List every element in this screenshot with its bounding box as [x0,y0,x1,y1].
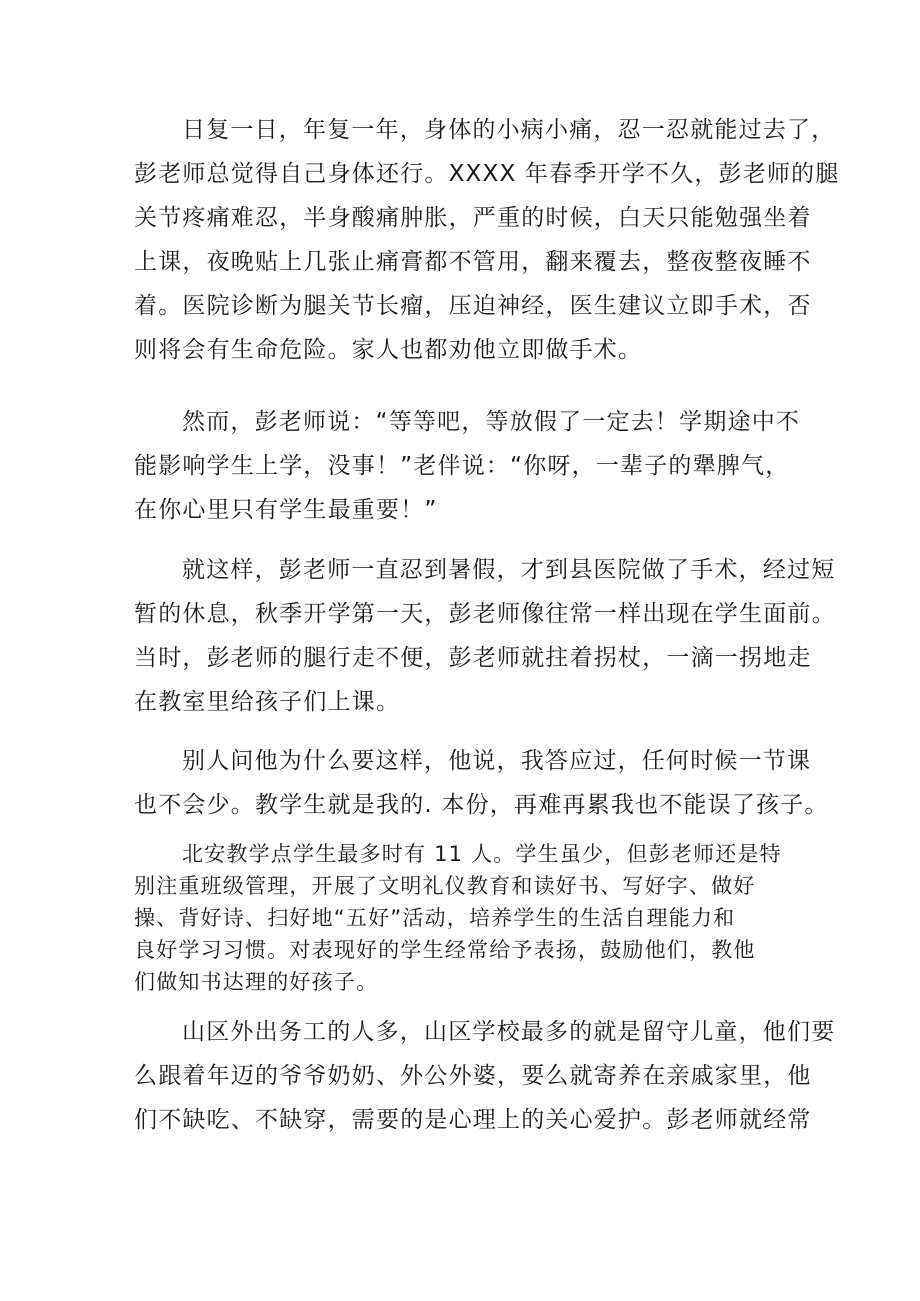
text-line: 能影响学生上学，没事！”老伴说：“你呀，一辈子的犟脾气， [134,453,790,479]
text-line: 在你心里只有学生最重要！” [134,497,438,523]
text-line: 山区外出务工的人多，山区学校最多的就是留守儿童，他们要 [182,1019,836,1045]
paragraph-4 [134,739,829,827]
text-line: 们做知书达理的好孩子。 [134,970,379,994]
text-line: 们不缺吃、不缺穿，需要的是心理上的关心爱护。彭老师就经常 [134,1107,812,1133]
text-line: 上课，夜晚贴上几张止痛膏都不管用，翻来覆去，整夜整夜睡不 [134,249,812,275]
text-line: 就这样，彭老师一直忍到暑假，才到县医院做了手术，经过短 [182,557,836,583]
text-line: 则将会有生命危险。家人也都劝他立即做手术。 [134,337,643,363]
text-line: 彭老师总觉得自己身体还行。XXXX 年春季开学不久，彭老师的腿 [134,161,840,187]
paragraph-5 [134,838,794,998]
text-line: 暂的休息，秋季开学第一天，彭老师像往常一样出现在学生面前。 [134,601,836,627]
text-line: 然而，彭老师说：“等等吧，等放假了一定去！学期途中不 [182,409,801,435]
text-line: 么跟着年迈的爷爷奶奶、外公外婆，要么就寄养在亲戚家里，他 [134,1063,812,1089]
text-line: 在教室里给孩子们上课。 [134,689,401,715]
text-line: 北安教学点学生最多时有 11 人。学生虽少，但彭老师还是特 [182,842,782,866]
text-line: 着。医院诊断为腿关节长瘤，压迫神经，医生建议立即手术，否 [134,293,812,319]
text-line: 别人问他为什么要这样，他说，我答应过，任何时候一节课 [182,748,812,774]
text-line: 别注重班级管理，开展了文明礼仪教育和读好书、写好字、做好 [134,874,756,898]
text-line: 良好学习习惯。对表现好的学生经常给予表扬，鼓励他们，教他 [134,938,756,962]
text-line: 操、背好诗、扫好地“五好”活动，培养学生的生活自理能力和 [134,906,736,930]
paragraph-6 [134,1010,836,1142]
text-line: 日复一日，年复一年，身体的小病小痛，忍一忍就能过去了， [182,117,836,143]
paragraph-3 [134,548,836,724]
text-line: 也不会少。教学生就是我的. 本份，再难再累我也不能误了孩子。 [134,792,829,818]
paragraph-2 [134,400,801,532]
paragraph-1 [134,108,840,372]
text-line: 当时，彭老师的腿行走不便，彭老师就拄着拐杖，一滴一拐地走 [134,645,812,671]
text-line: 关节疼痛难忍，半身酸痛肿胀，严重的时候，白天只能勉强坐着 [134,205,812,231]
